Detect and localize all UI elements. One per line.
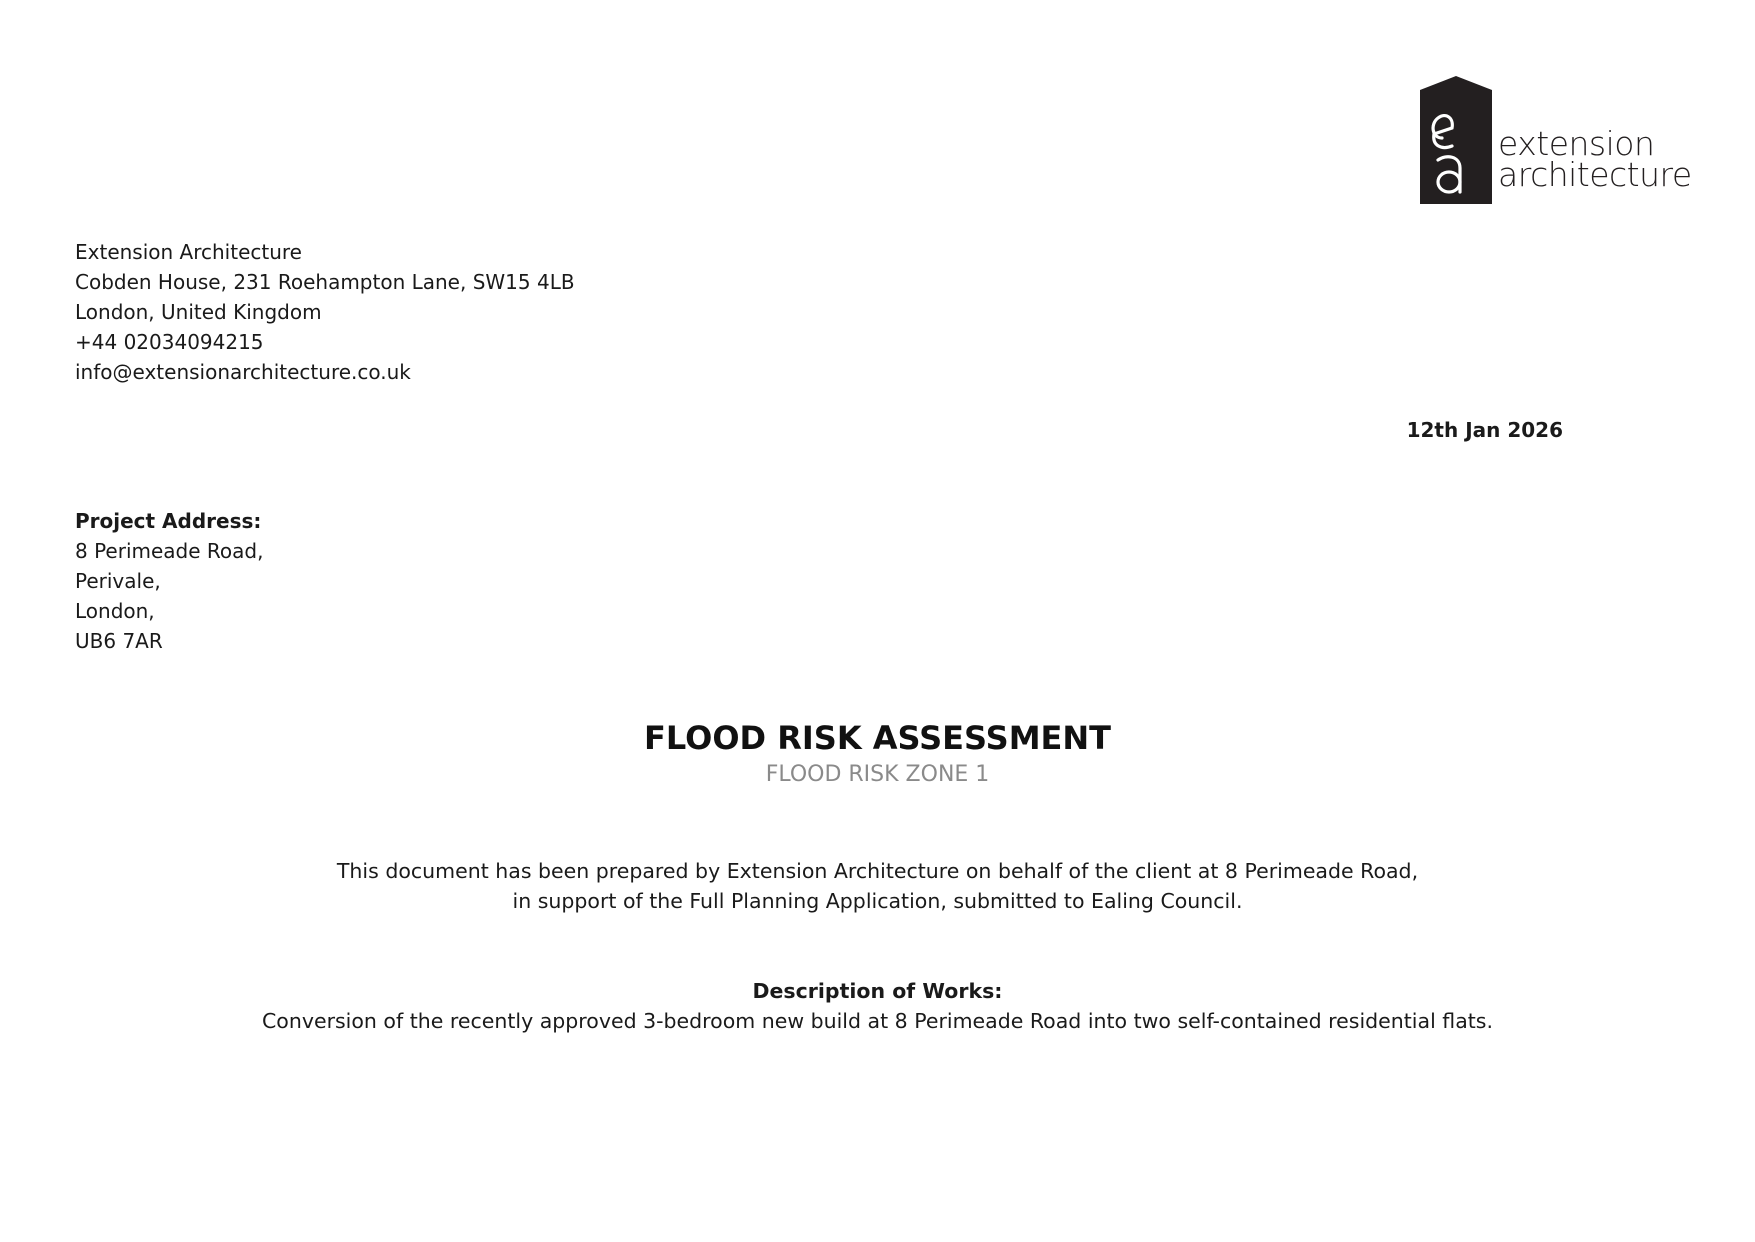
works-label: Description of Works: xyxy=(752,979,1003,1003)
logo-wordmark xyxy=(1498,124,1692,194)
intro-line: This document has been prepared by Extension Architecture on behalf of the client at 8 Perimeade Road, xyxy=(336,859,1419,883)
house-logo-icon xyxy=(1420,76,1492,204)
document-title: FLOOD RISK ASSESSMENT xyxy=(644,719,1111,757)
sender-email: info@extensionarchitecture.co.uk xyxy=(75,360,411,384)
logo-line-2: architecture xyxy=(1498,155,1692,194)
sender-address-block xyxy=(75,237,575,387)
sender-address-line: Cobden House, 231 Roehampton Lane, SW15 4LB xyxy=(75,270,575,294)
project-address-line: 8 Perimeade Road, xyxy=(75,539,264,563)
logo-line-1: extension xyxy=(1498,124,1655,163)
project-address-line: UB6 7AR xyxy=(75,629,163,653)
project-address-block xyxy=(75,506,263,656)
project-address-line: Perivale, xyxy=(75,569,161,593)
title-block xyxy=(0,716,1755,792)
document-subtitle: FLOOD RISK ZONE 1 xyxy=(765,762,990,787)
intro-line: in support of the Full Planning Application, submitted to Ealing Council. xyxy=(512,889,1243,913)
project-address-label: Project Address: xyxy=(75,509,262,533)
document-date: 12th Jan 2026 xyxy=(1406,418,1563,442)
sender-city-country: London, United Kingdom xyxy=(75,300,322,324)
sender-phone: +44 02034094215 xyxy=(75,330,264,354)
intro-paragraph xyxy=(0,856,1755,916)
sender-company: Extension Architecture xyxy=(75,240,302,264)
description-of-works xyxy=(0,976,1755,1036)
project-address-line: London, xyxy=(75,599,155,623)
company-logo xyxy=(1420,76,1692,204)
works-text: Conversion of the recently approved 3-bedroom new build at 8 Perimeade Road into two self-contained residential flats. xyxy=(261,1009,1493,1033)
